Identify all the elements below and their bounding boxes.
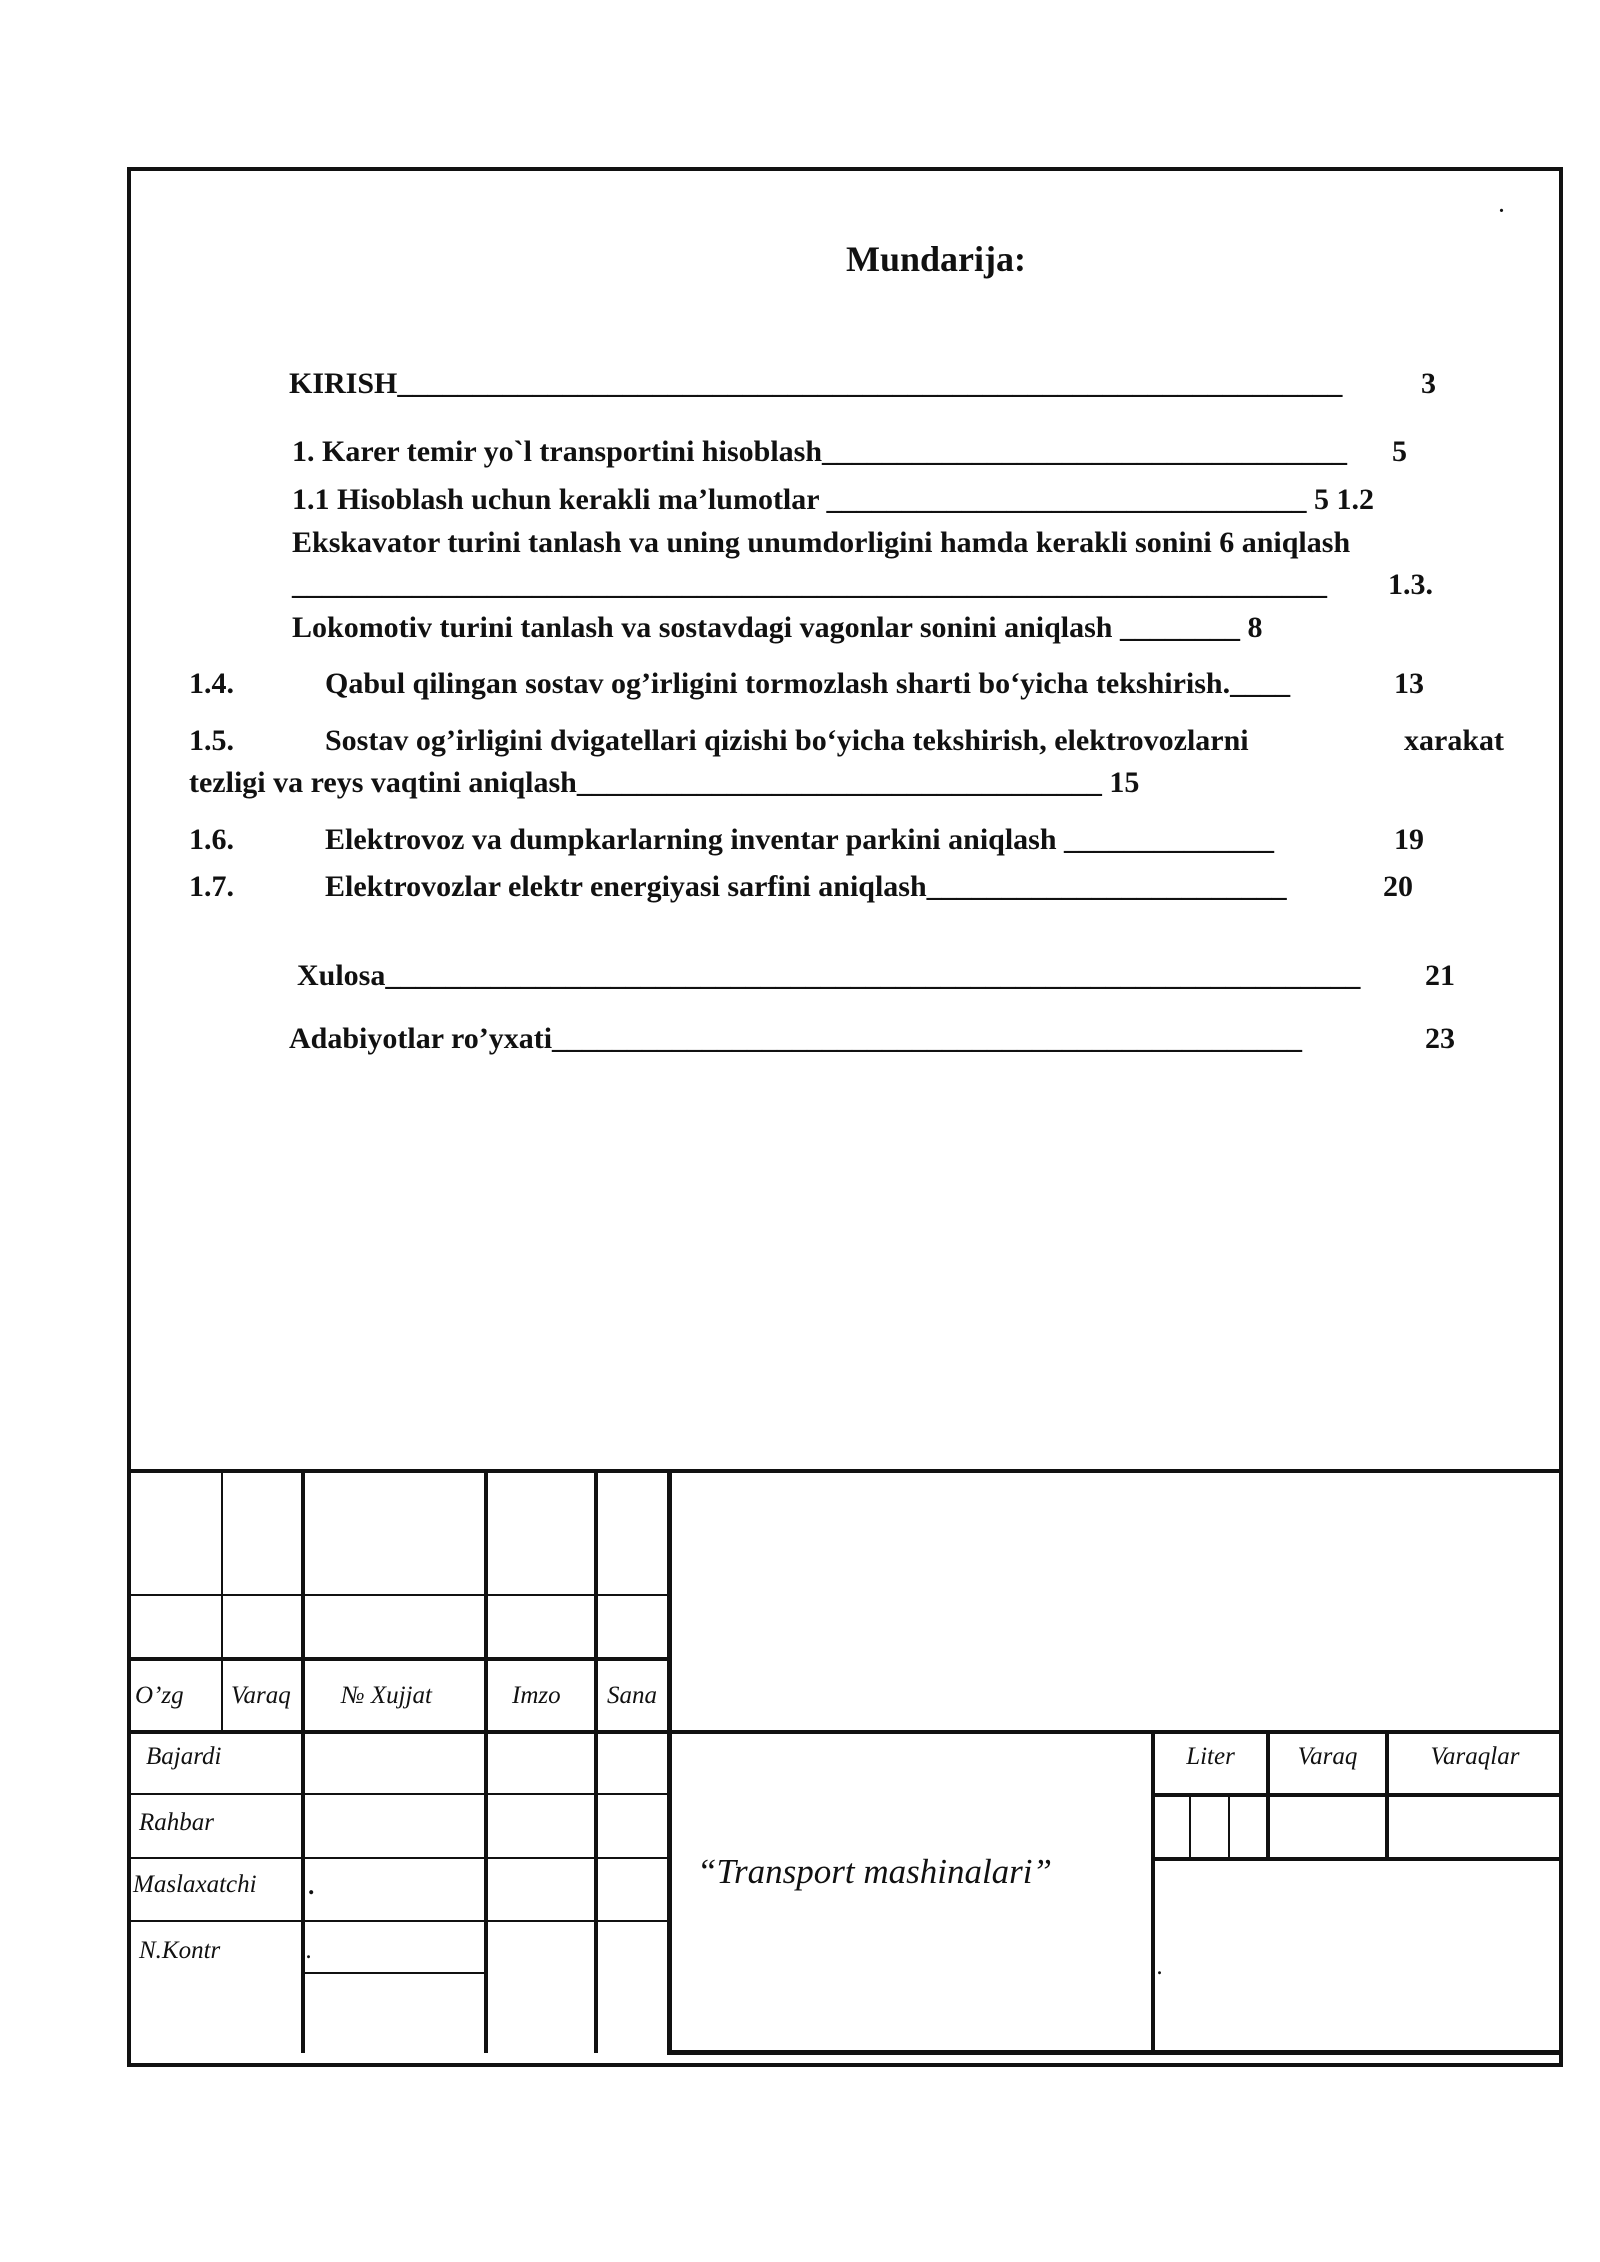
tb-line-h5r: [1153, 1857, 1561, 1861]
tb-line-h6: [129, 1920, 669, 1922]
toc-line-1-2: Ekskavator turini tanlash va uning unumdorligini hamda kerakli sonini 6 aniqlash: [292, 526, 1351, 559]
toc-line-1-6-num: 1.6.: [189, 823, 234, 856]
tb-line-v-xujjat: [484, 1469, 488, 2053]
toc-line-1-page: 5: [1392, 435, 1407, 468]
toc-line-1-7-num: 1.7.: [189, 870, 234, 903]
tb-line-h7: [302, 1972, 486, 1974]
tb-line-h5: [129, 1857, 669, 1859]
toc-line-1-6-page: 19: [1394, 823, 1424, 856]
tb-line-v-sana: [667, 1469, 672, 2055]
toc-line-1-5-tail: xarakat: [1404, 724, 1504, 757]
tb-line-v-liter-b: [1228, 1795, 1230, 1859]
toc-line-1-1: 1.1 Hisoblash uchun kerakli ma’lumotlar ________________________________ 5 1.2: [292, 483, 1375, 516]
toc-line-1-4-page: 13: [1394, 667, 1424, 700]
tb-line-v-liter-a: [1189, 1795, 1191, 1859]
toc-line-1-5: Sostav og’irligini dvigatellari qizishi bo‘yicha tekshirish, elektrovozlarni: [325, 724, 1249, 757]
tb-line-v-ozg: [221, 1469, 223, 1730]
toc-line-1-7: Elektrovozlar elektr energiyasi sarfini aniqlash________________________: [325, 870, 1287, 903]
toc-line-1-3: Lokomotiv turini tanlash va sostavdagi vagonlar sonini aniqlash ________ 8: [292, 611, 1263, 644]
tb-dot-right: .: [1157, 1953, 1164, 1980]
tb-dot-nkontr: .: [306, 1937, 313, 1964]
toc-line-1: 1. Karer temir yo`l transportini hisoblash___________________________________: [292, 435, 1348, 468]
toc-line-1-3-num: 1.3.: [1388, 568, 1433, 601]
toc-line-blank: _____________________________________________________________________: [292, 568, 1327, 601]
toc-kirish-page: 3: [1421, 367, 1436, 400]
toc-line-1-6: Elektrovoz va dumpkarlarning inventar parkini aniqlash ______________: [325, 823, 1275, 856]
toc-adabiyotlar-page: 23: [1425, 1022, 1455, 1055]
tb-row-maslaxatchi: Maslaxatchi: [133, 1871, 257, 1898]
tb-col-sana: Sana: [607, 1682, 657, 1709]
corner-mark: .: [1499, 195, 1504, 217]
tb-varaqlar: Varaqlar: [1430, 1743, 1520, 1770]
tb-row-bajardi: Bajardi: [146, 1743, 222, 1770]
tb-line-h4: [129, 1793, 669, 1795]
toc-line-1-5b: tezligi va reys vaqtini aniqlash___________________________________ 15: [189, 766, 1140, 799]
toc-kirish: KIRISH_______________________________________________________________: [289, 367, 1343, 400]
toc-xulosa: Xulosa_________________________________________________________________: [297, 959, 1361, 992]
tb-line-h3: [129, 1730, 1561, 1734]
tb-document-title: “Transport mashinalari”: [697, 1852, 1052, 1891]
tb-line-v-imzo: [594, 1469, 598, 2053]
tb-row-nkontr: N.Kontr: [139, 1937, 221, 1964]
tb-col-ozg: O’zg: [135, 1682, 184, 1709]
tb-line-h2: [129, 1657, 669, 1661]
toc-line-1-4-num: 1.4.: [189, 667, 234, 700]
tb-liter: Liter: [1186, 1743, 1235, 1770]
toc-line-1-7-page: 20: [1383, 870, 1413, 903]
toc-line-1-5-num: 1.5.: [189, 724, 234, 757]
tb-line-bottom-right: [669, 2050, 1561, 2055]
toc-adabiyotlar: Adabiyotlar ro’yxati__________________________________________________: [289, 1022, 1303, 1055]
tb-line-h1: [129, 1594, 669, 1596]
page-title: Mundarija:: [846, 239, 1026, 279]
tb-col-varaq: Varaq: [231, 1682, 291, 1709]
tb-line-v-varaq: [301, 1469, 305, 2053]
tb-col-imzo: Imzo: [512, 1682, 561, 1709]
tb-row-rahbar: Rahbar: [139, 1809, 214, 1836]
toc-line-1-4: Qabul qilingan sostav og’irligini tormozlash sharti bo‘yicha tekshirish.____: [325, 667, 1291, 700]
tb-line-top: [129, 1469, 1561, 1473]
tb-dot-maslaxatchi: .: [309, 1873, 316, 1900]
toc-xulosa-page: 21: [1425, 959, 1455, 992]
tb-line-v-right-section: [1151, 1730, 1155, 2052]
tb-line-h4r: [1153, 1793, 1561, 1797]
tb-col-xujjat: № Xujjat: [341, 1682, 432, 1709]
tb-varaq: Varaq: [1297, 1743, 1358, 1770]
